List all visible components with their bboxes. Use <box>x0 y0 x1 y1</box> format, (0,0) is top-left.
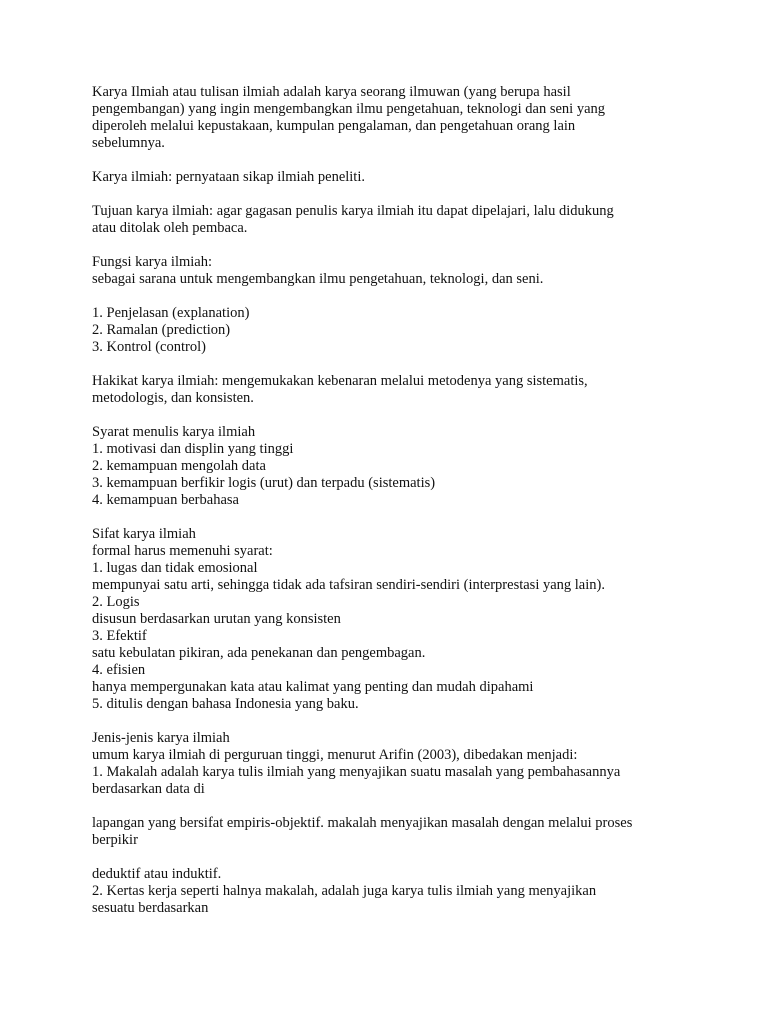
list-item: 4. kemampuan berbahasa <box>92 492 239 508</box>
text-line: mempunyai satu arti, sehingga tidak ada tafsiran sendiri-sendiri (interprestasi yang lain). <box>92 577 605 593</box>
text-line: metodologis, dan konsisten. <box>92 390 254 406</box>
text-line: lapangan yang bersifat empiris-objektif. makalah menyajikan masalah dengan melalui proses <box>92 815 633 831</box>
list-requirements <box>92 424 722 509</box>
list-item: 2. Logis <box>92 594 140 610</box>
list-item: 3. kemampuan berfikir logis (urut) dan terpadu (sistematis) <box>92 475 436 491</box>
text-line: formal harus memenuhi syarat: <box>92 543 273 559</box>
paragraph-definition <box>92 84 722 152</box>
text-line: disusun berdasarkan urutan yang konsisten <box>92 611 341 627</box>
list-item: 1. Makalah adalah karya tulis ilmiah yang menyajikan suatu masalah yang pembahasannya <box>92 764 621 780</box>
text-line: sebelumnya. <box>92 135 165 151</box>
paragraph-types <box>92 730 722 798</box>
text-line: Karya ilmiah: pernyataan sikap ilmiah peneliti. <box>92 169 365 185</box>
paragraph-function <box>92 254 722 288</box>
paragraph-types-end <box>92 866 722 917</box>
list-item: 4. efisien <box>92 662 146 678</box>
text-line: hanya mempergunakan kata atau kalimat yang penting dan mudah dipahami <box>92 679 534 695</box>
section-heading: Syarat menulis karya ilmiah <box>92 424 256 440</box>
text-line: pengembangan) yang ingin mengembangkan ilmu pengetahuan, teknologi dan seni yang <box>92 101 606 117</box>
list-item: 3. Kontrol (control) <box>92 339 206 355</box>
list-item: 5. ditulis dengan bahasa Indonesia yang baku. <box>92 696 359 712</box>
text-line: Karya Ilmiah atau tulisan ilmiah adalah karya seorang ilmuwan (yang berupa hasil <box>92 84 571 100</box>
text-line: diperoleh melalui kepustakaan, kumpulan pengalaman, dan pengetahuan orang lain <box>92 118 576 134</box>
list-item: 1. motivasi dan displin yang tinggi <box>92 441 294 457</box>
text-line: atau ditolak oleh pembaca. <box>92 220 248 236</box>
text-line: sesuatu berdasarkan <box>92 900 209 916</box>
section-heading: Jenis-jenis karya ilmiah <box>92 730 230 746</box>
text-line: berpikir <box>92 832 138 848</box>
list-functions <box>92 305 722 356</box>
text-line: sebagai sarana untuk mengembangkan ilmu pengetahuan, teknologi, dan seni. <box>92 271 544 287</box>
paragraph-types-continued <box>92 815 722 849</box>
list-item: 3. Efektif <box>92 628 147 644</box>
paragraph-essence <box>92 373 722 407</box>
list-properties <box>92 526 722 713</box>
list-item: 1. Penjelasan (explanation) <box>92 305 250 321</box>
text-line: Hakikat karya ilmiah: mengemukakan kebenaran melalui metodenya yang sistematis, <box>92 373 588 389</box>
text-line: berdasarkan data di <box>92 781 205 797</box>
list-item: 2. Kertas kerja seperti halnya makalah, adalah juga karya tulis ilmiah yang menyajikan <box>92 883 597 899</box>
document-page <box>92 84 722 917</box>
text-line: satu kebulatan pikiran, ada penekanan dan pengembagan. <box>92 645 426 661</box>
list-item: 2. kemampuan mengolah data <box>92 458 266 474</box>
paragraph-statement <box>92 169 722 186</box>
list-item: 2. Ramalan (prediction) <box>92 322 231 338</box>
section-heading: Fungsi karya ilmiah: <box>92 254 213 270</box>
paragraph-purpose <box>92 203 722 237</box>
list-item: 1. lugas dan tidak emosional <box>92 560 258 576</box>
text-line: Tujuan karya ilmiah: agar gagasan penulis karya ilmiah itu dapat dipelajari, lalu didukung <box>92 203 614 219</box>
text-line: umum karya ilmiah di perguruan tinggi, menurut Arifin (2003), dibedakan menjadi: <box>92 747 578 763</box>
text-line: deduktif atau induktif. <box>92 866 222 882</box>
section-heading: Sifat karya ilmiah <box>92 526 196 542</box>
